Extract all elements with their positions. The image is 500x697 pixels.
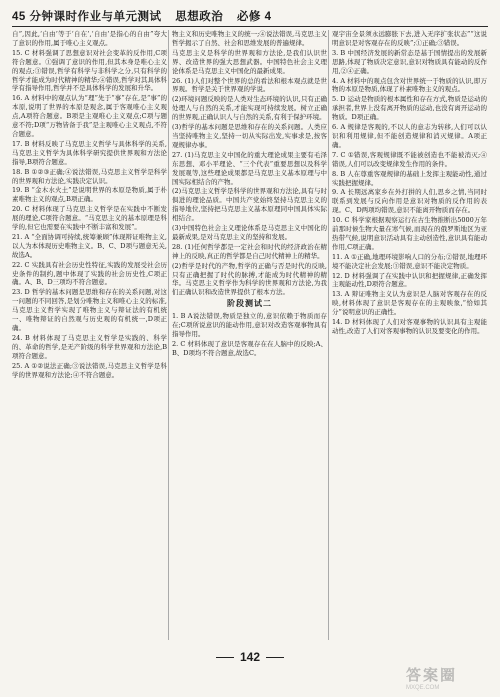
answer-paragraph: (2)环境问题反映的是人类对生态环境的认识,只有正确处理人与自然的关系,才能实现可持续发展。树立正确的世界观,正确认识人与自然的关系,有利于保护环境。 [172, 95, 327, 122]
answer-paragraph: 21. A “全面协调可持续,统筹兼顾”体现辩证唯物主义,以人为本体现历史唯物主义。B、C、D项与题意无关,故选A。 [12, 232, 167, 259]
answer-paragraph: 观宇宙全景须永远膨胀下去,进入无序扩张状态”“这说明意识是对客观存在的反映”;①正确;③错误。 [332, 30, 487, 47]
watermark-text: 答案圈 [406, 667, 458, 684]
answer-column-left [12, 30, 167, 638]
answer-paragraph: 15. C 材料强调了思想意识对社会变革的反作用,C项符合题意。①强调了意识的作用,但其本身是唯心主义的观点;③错误,哲学有科学与非科学之分,只有科学的哲学才能成为时代精神的精华;④错误,哲学对其具体科学有指导作用,哲学并不是具体科学的发展和升华。 [12, 48, 167, 93]
answer-paragraph: 物主义和历史唯物主义的统一;④说法错误,马克思主义哲学揭示了自然、社会和思维发展的普遍规律。 [172, 30, 327, 47]
column-divider [328, 30, 329, 640]
answer-paragraph: 24. B 材料体现了马克思主义哲学是实践的、科学的、革命的哲学,是无产阶级的科学世界观和方法论,B项符合题意。 [12, 333, 167, 360]
watermark-logo [406, 664, 490, 692]
answer-paragraph: 4. A 材料中的观点包含对世界统一于物质的认识,即万物的本原是物质,体现了朴素唯物主义的观点。 [332, 76, 487, 94]
answer-paragraph: 14. D 材料体现了人们对客观事物的认识具有主观能动性,改造了人们对客观事物的认识及要变化的作用。 [332, 318, 487, 335]
volume-label: 必修 4 [236, 11, 272, 23]
answer-paragraph: (3)哲学的基本问题是思维和存在的关系问题。人类应当坚持唯物主义,坚持一切从实际出发,实事求是,按客观规律办事。 [172, 123, 327, 149]
answer-paragraph: 17. B 材料反映了马克思主义哲学与具体科学的关系,马克思主义哲学为具体科学研究提供世界观和方法论指导,B项符合题意。 [12, 139, 167, 166]
section-title: 阶段测试二 [227, 299, 272, 309]
answer-paragraph: 28. (1)任何哲学都是一定社会和时代的经济政治在精神上的反映,真正的哲学都是自己时代精神上的精华。 [172, 242, 327, 260]
page-header [12, 8, 488, 27]
answer-column-right [332, 30, 487, 638]
answer-paragraph: 5. D 运动是物质的根本属性和存在方式,物质是运动的承担者,世界上没有离开物质的运动,也没有离开运动的物质。D项正确。 [332, 95, 487, 122]
book-series-title: 45 分钟课时作业与单元测试 [12, 11, 162, 23]
answer-paragraph: 自”,因此,‘自由’等于‘自在’,‘自由’是指心的自由”夸大了意识的作用,属于唯心主义观点。 [12, 30, 167, 47]
answer-paragraph: 1. B A说法错误,物质是独立的,意识依赖于物质而存在;C项所说意识的能动作用,意识对改造客观事物具有指导作用。 [172, 312, 327, 338]
answer-column-middle [172, 30, 327, 638]
page-number [0, 650, 500, 664]
answer-paragraph: 9. A 长期远离家乡在外打拼的人们,思乡之情,当同时联系到发展与反向作用是意识对物质的反作用的表现。C、D两项均错误,意识不能离开物质而存在。 [332, 188, 487, 215]
column-divider [168, 30, 169, 640]
page-number-text: 142 [239, 650, 261, 664]
answer-paragraph: 25. A ①②说法正确;③说法错误,马克思主义哲学是科学的世界观和方法论;④不符合题意。 [12, 361, 167, 379]
answer-paragraph: 20. C 材料体现了马克思主义哲学是在实践中不断发展的理论,C项符合题意。“马克思主义的基本原理是科学的,但它也需要在实践中不断丰富和发展”。 [12, 205, 167, 232]
answer-paragraph: 11. A ①正确,地理环境影响人口的分布;②错误,地理环境不能决定社会发展;③错误,意识不能决定物质。 [332, 252, 487, 270]
answer-paragraph: (3)中国特色社会主义理论体系是马克思主义中国化的最新成果,是对马克思主义的坚持和发展。 [172, 224, 327, 241]
answer-paragraph: (2)哲学是时代的产物,哲学的正确与否是时代的反映,只有正确把握了时代的脉搏,才能成为时代精神的精华。马克思主义哲学作为科学的世界观和方法论,为我们正确认识和改造世界提供了根本方法。 [172, 261, 327, 297]
answer-paragraph: 2. C 材料体现了意识是客观存在在人脑中的反映;A、B、D项均不符合题意,故选C。 [172, 339, 327, 357]
answer-paragraph: 16. A 材料中的观点认为“理”先于“事”存在,是“事”的本原,说明了世界的本原是观念,属于客观唯心主义观点,A项符合题意。B项是主观唯心主义观点;C项与题意不符;D项“万物皆备于我”是主观唯心主义观点,不符合题意。 [12, 94, 167, 138]
answer-paragraph: 22. C 实践具有社会历史性特征,实践的发展受社会历史条件的制约,题中体现了实践的社会历史性,C项正确。A、B、D三项均不符合题意。 [12, 260, 167, 287]
answer-paragraph: 12. D 材料强调了在实践中认识和把握规律,正确发挥主观能动性,D项符合题意。 [332, 271, 487, 289]
answer-paragraph: 10. C 科学家根据观察运行在古生物推断出5000万年前那时候生物大量在寒气候,而现在的俄罗斯地区为亚热带气候,说明意识活动具有主动创造性,意识具有能动作用,C项正确。 [332, 216, 487, 251]
answer-paragraph: 6. A 规律是客观的,不以人的意志为转移,人们可以认识和利用规律,但不能创造规律和消灭规律。A项正确。 [332, 123, 487, 149]
answer-paragraph: 18. B ①②③正确;④说法错误,马克思主义哲学是科学的世界观和方法论,实践决定认识。 [12, 167, 167, 185]
answer-paragraph: 27. (1)马克思主义中国化的重大理论成果主要有毛泽东思想、邓小平理论、“三个代表”重要思想以及科学发展观等,这些理论成果都是马克思主义基本原理与中国实际相结合的产物。 [172, 150, 327, 186]
answer-paragraph: 23. D 哲学的基本问题是思维和存在的关系问题,对这一问题的不同回答,是划分唯物主义和唯心主义的标准,马克思主义哲学实现了唯物主义与辩证法的有机统一、唯物辩证的自然观与历史观的有机统一,D项正确。 [12, 288, 167, 332]
answer-paragraph: 3. B 中国经济发展的新常态是基于国情提出的发展新思路,体现了物质决定意识,意识对物质具有能动的反作用,②④正确。 [332, 48, 487, 75]
answer-paragraph: 13. A 辩证唯物主义认为意识是人脑对客观存在的反映,材料体现了意识是客观存在的主观映象,“恰如其分”说明意识的正确性。 [332, 290, 487, 317]
answer-paragraph: 马克思主义是科学的世界观和方法论,是我们认识世界、改造世界的强大思想武器。中国特色社会主义理论体系是马克思主义中国化的最新成果。 [172, 48, 327, 75]
answer-paragraph: 8. B 人在尊重客观规律的基础上发挥主观能动性,通过实践把握规律。 [332, 169, 487, 187]
answer-paragraph: (2)马克思主义哲学是科学的世界观和方法论,具有与时俱进的理论品质。中国共产党始终坚持马克思主义的指导地位,坚持把马克思主义基本原理同中国具体实际相结合。 [172, 187, 327, 223]
watermark-url: MXQE.COM [406, 685, 440, 691]
answer-paragraph: 26. (1)人们对整个世界的总的看法和根本观点就是世界观。哲学是关于世界观的学说。 [172, 76, 327, 94]
answer-paragraph: 19. B “金木水火土”是说明世界的本原是物质,属于朴素唯物主义的观点,B项正确。 [12, 186, 167, 204]
subject-label: 思想政治 [175, 11, 224, 23]
answer-paragraph: 7. C ①错误,客观规律既不能被创造也不能被消灭;④错误,人们可以改变规律发生作用的条件。 [332, 150, 487, 168]
